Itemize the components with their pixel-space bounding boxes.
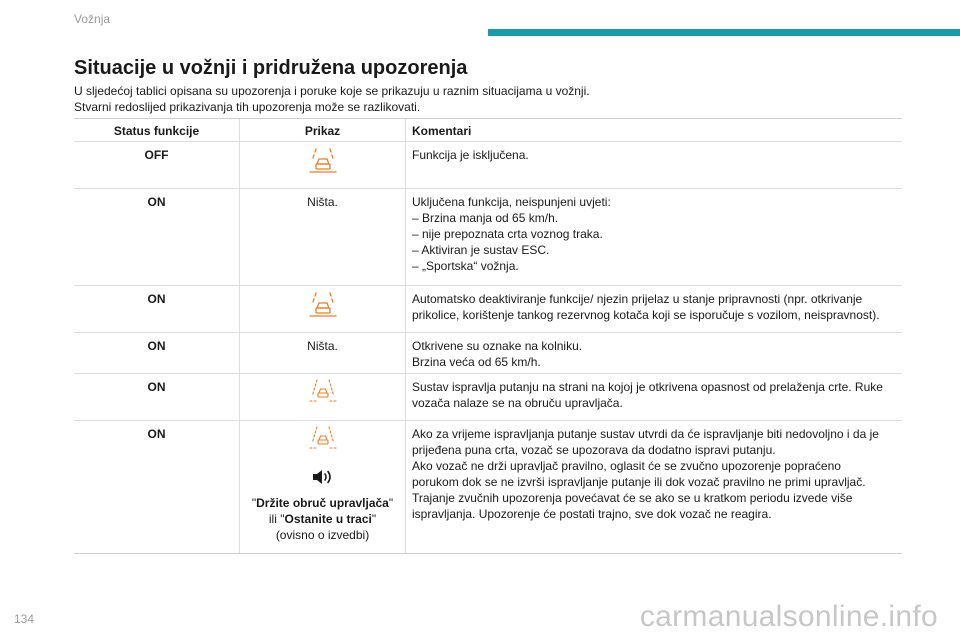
message-hold-wheel: Držite obruč upravljača bbox=[256, 496, 389, 510]
status-cell: ON bbox=[74, 421, 240, 553]
comment-line: prijeđena puna crta, vozač se upozorava da dodatno ispravi putanju. bbox=[412, 443, 776, 457]
status-cell: ON bbox=[74, 333, 240, 373]
page-number: 134 bbox=[14, 612, 35, 626]
comment-line: Otkrivene su oznake na kolniku. bbox=[412, 339, 583, 353]
message-stay-lane: Ostanite u traci bbox=[284, 512, 372, 526]
comments-cell bbox=[406, 142, 902, 188]
display-message bbox=[240, 495, 405, 543]
comments-cell bbox=[406, 333, 902, 373]
message-line-1: "Držite obruč upravljača" bbox=[251, 496, 394, 510]
comment-line: Trajanje zvučnih upozorenja povećavat će se ako se u kratkom periodu izvede više bbox=[412, 491, 853, 505]
comments-cell bbox=[406, 374, 902, 420]
comment-line: Brzina veća od 65 km/h. bbox=[412, 355, 541, 369]
table-row bbox=[74, 142, 902, 189]
display-cell: Ništa. bbox=[240, 333, 406, 373]
status-cell: ON bbox=[74, 374, 240, 420]
display-cell bbox=[240, 142, 406, 188]
comment-line: porukom dok se ne izvrši ispravljanje putanje ili dok vozač pravilno ne primi upravljač. bbox=[412, 475, 866, 489]
status-cell: ON bbox=[74, 189, 240, 285]
comment-line: Sustav ispravlja putanju na strani na kojoj je otkrivena opasnost od prelaženja crte. Ruke bbox=[412, 380, 883, 394]
header-comments: Komentari bbox=[412, 124, 472, 138]
comment-line: Uključena funkcija, neispunjeni uvjeti: bbox=[412, 195, 611, 209]
table-row bbox=[74, 286, 902, 333]
watermark: carmanualsonline.info bbox=[639, 600, 938, 633]
display-cell bbox=[240, 421, 406, 553]
comments-cell bbox=[406, 286, 902, 332]
header-accent-bar bbox=[488, 29, 960, 36]
comment-line: – Brzina manja od 65 km/h. bbox=[412, 211, 559, 225]
header-display: Prikaz bbox=[240, 119, 406, 141]
comments-cell bbox=[406, 189, 902, 285]
table-row bbox=[74, 421, 902, 553]
comments-cell bbox=[406, 421, 902, 553]
intro-line-1: U sljedećoj tablici opisana su upozorenja i poruke koje se prikazuju u raznim situacijama u vožnji. bbox=[74, 84, 590, 98]
intro-text bbox=[74, 83, 894, 115]
display-cell bbox=[240, 286, 406, 332]
section-label: Vožnja bbox=[74, 12, 111, 26]
display-cell bbox=[240, 374, 406, 420]
lane-keep-off-warning-icon bbox=[308, 290, 338, 318]
table-header-row bbox=[74, 119, 902, 142]
comment-line: vozača nalaze se na obruču upravljača. bbox=[412, 396, 623, 410]
lane-keep-active-icon bbox=[308, 378, 338, 406]
comment-line: – Aktiviran je sustav ESC. bbox=[412, 243, 550, 257]
message-note: (ovisno o izvedbi) bbox=[275, 528, 370, 542]
comment-line: ispravljanja. Upozorenje će postati trajno, sve dok vozač ne reagira. bbox=[412, 507, 772, 521]
warnings-table bbox=[74, 118, 902, 554]
comment-line: prikolice, korištenje tankog rezervnog kotača koji se isporučuje s vozilom, neispravnost). bbox=[412, 308, 880, 322]
table-row bbox=[74, 333, 902, 374]
lane-keep-active-icon bbox=[308, 425, 338, 453]
intro-line-2: Stvarni redoslijed prikazivanja tih upozorenja može se razlikovati. bbox=[74, 100, 421, 114]
status-cell: OFF bbox=[74, 142, 240, 188]
comment-line: – nije prepoznata crta voznog traka. bbox=[412, 227, 603, 241]
table-row bbox=[74, 374, 902, 421]
comment-line: – „Sportska“ vožnja. bbox=[412, 259, 519, 273]
table-row bbox=[74, 189, 902, 286]
comment-line: Funkcija je isključena. bbox=[412, 148, 529, 162]
display-cell: Ništa. bbox=[240, 189, 406, 285]
comment-line: Ako vozač ne drži upravljač pravilno, oglasit će se zvučno upozorenje popraćeno bbox=[412, 459, 841, 473]
header-status: Status funkcije bbox=[74, 119, 240, 141]
lane-keep-off-warning-icon bbox=[308, 146, 338, 174]
message-line-2: ili "Ostanite u traci" bbox=[268, 512, 377, 526]
comment-line: Automatsko deaktiviranje funkcije/ njezin prijelaz u stanje pripravnosti (npr. otkrivanje bbox=[412, 292, 863, 306]
speaker-icon bbox=[311, 467, 335, 487]
comment-line: Ako za vrijeme ispravljanja putanje sustav utvrdi da će ispravljanje biti nedovoljno i da je bbox=[412, 427, 879, 441]
page-title: Situacije u vožnji i pridružena upozorenja bbox=[74, 57, 468, 79]
status-cell: ON bbox=[74, 286, 240, 332]
